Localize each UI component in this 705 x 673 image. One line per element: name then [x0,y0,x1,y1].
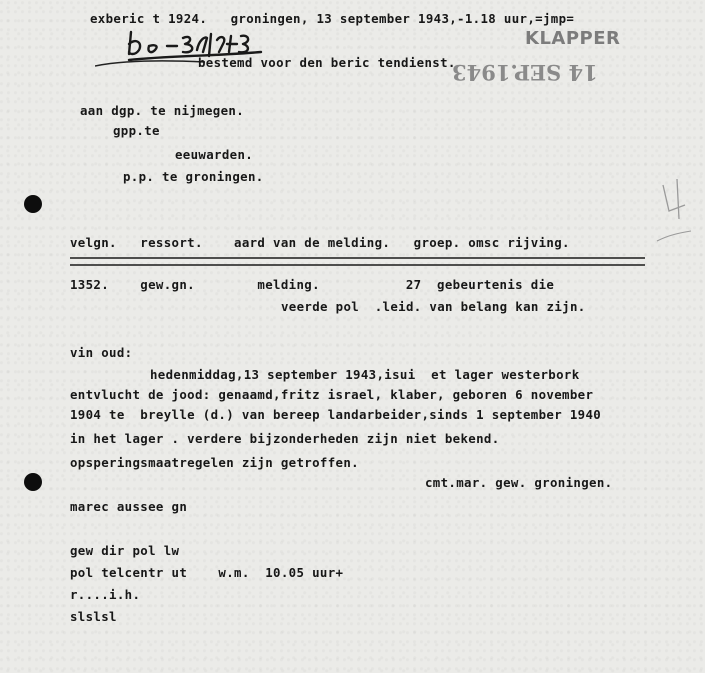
body-line: entvlucht de jood: genaamd,fritz israel, klaber, geboren 6 november [70,387,594,402]
body-line: 1904 te breylle (d.) van bereep landarbeider,sinds 1 september 1940 [70,407,602,422]
table-row: 1352. gew.gn. melding. 27 gebeurtenis die [70,277,555,292]
klapper-stamp: KLAPPER [525,28,621,49]
signature: cmt.mar. gew. groningen. [425,475,613,490]
destination-line: bestemd voor den beric tendienst. [198,55,456,70]
body-line: opsperingsmaatregelen zijn getroffen. [70,455,359,470]
punch-hole [24,195,42,213]
table-header: velgn. ressort. aard van de melding. groep. omsc rijving. [70,235,570,250]
separator-line [70,257,645,266]
recipient-line: p.p. te groningen. [123,169,264,184]
header-line: exberic t 1924. groningen, 13 september 1943,-1.18 uur,=jmp= [90,11,575,26]
footer-line: gew dir pol lw [70,543,180,558]
salutation: vin oud: [70,345,133,360]
punch-hole [24,473,42,491]
footer-line: slslsl [70,609,117,624]
underline-stroke [95,58,205,70]
recipient-line: aan dgp. te nijmegen. [80,103,245,118]
body-line: in het lager . verdere bijzonderheden zijn niet bekend. [70,431,500,446]
date-stamp: 14 SEP.1943 [452,60,598,85]
table-row-continuation: veerde pol .leid. van belang kan zijn. [281,299,586,314]
footer-line: pol telcentr ut w.m. 10.05 uur+ [70,565,344,580]
recipient-line: eeuwarden. [175,147,254,162]
footer-line: r....i.h. [70,587,141,602]
pencil-mark [655,175,695,245]
recipient-line: gpp.te [113,123,160,138]
body-line: hedenmiddag,13 september 1943,isui et lager westerbork [150,367,580,382]
footer-line: marec aussee gn [70,499,188,514]
